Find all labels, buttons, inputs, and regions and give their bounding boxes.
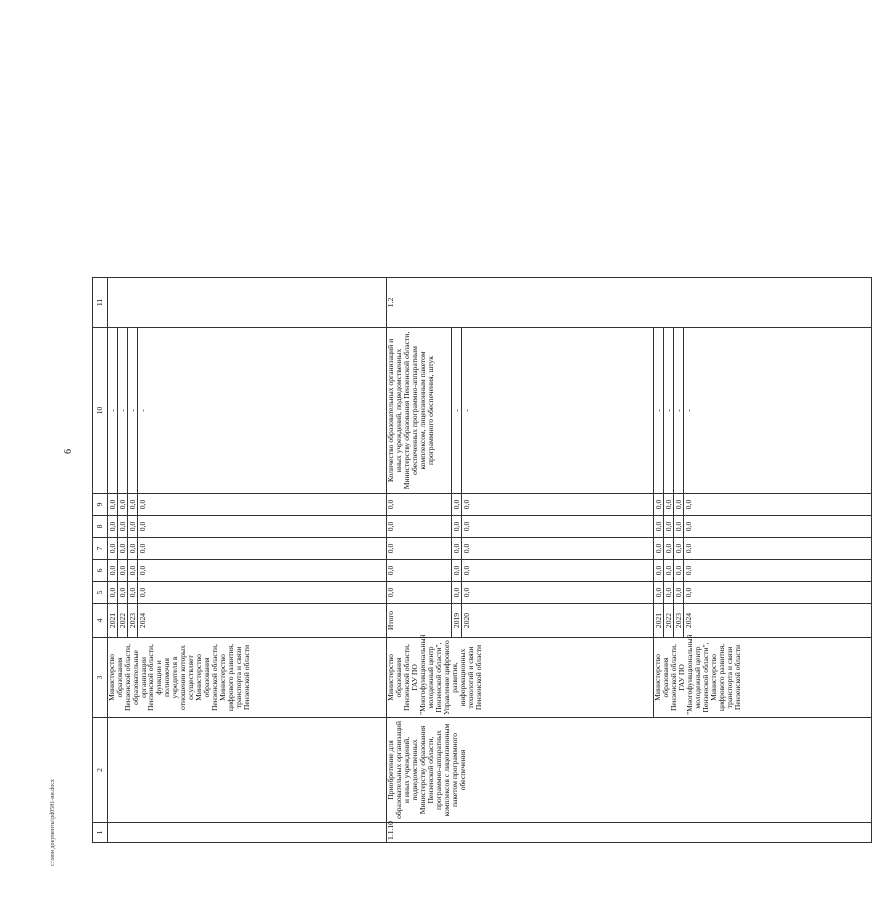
value: 0,0 xyxy=(654,538,664,559)
indicator-dash: - xyxy=(108,328,118,493)
value: 0,0 xyxy=(674,516,684,537)
program-table xyxy=(92,277,872,843)
table-row xyxy=(386,278,451,843)
value: 0,0 xyxy=(108,516,118,537)
value: 0,0 xyxy=(118,582,128,603)
value: 0,0 xyxy=(137,587,147,598)
col-header: 11 xyxy=(93,278,108,328)
value: 0,0 xyxy=(118,516,128,537)
agency-cell: Министерство образования Пензенской области, ГАУ ПО "Многофункциональный молодежный центр Пензенской области", Управление цифрового развития, информационных технологий и связи Пензенской области xyxy=(386,638,653,718)
total-label: Итого xyxy=(386,604,451,638)
value: 0,0 xyxy=(137,565,147,576)
year: 2023 xyxy=(128,604,138,637)
year: 2023 xyxy=(674,604,684,637)
page-number: 6 xyxy=(63,449,74,454)
value: 0,0 xyxy=(452,582,462,603)
value: 0,0 xyxy=(664,560,674,581)
indicator-dash: - xyxy=(674,328,684,493)
value: 0,0 xyxy=(683,565,693,576)
col-header: 4 xyxy=(93,604,108,638)
value: 0,0 xyxy=(137,521,147,532)
value: 0,0 xyxy=(128,516,138,537)
value: 0,0 xyxy=(664,516,674,537)
value: 0,0 xyxy=(654,516,664,537)
value: 0,0 xyxy=(128,538,138,559)
indicator-dash: - xyxy=(118,328,128,493)
value: 0,0 xyxy=(108,560,118,581)
indicator-dash: - xyxy=(452,328,462,493)
value: 0,0 xyxy=(452,560,462,581)
table-row xyxy=(107,278,386,843)
indicator-dash: - xyxy=(128,328,138,493)
value: 0,0 xyxy=(664,582,674,603)
value: 0,0 xyxy=(386,560,451,582)
value: 0,0 xyxy=(128,494,138,515)
indicator-dash: - xyxy=(664,328,674,493)
value: 0,0 xyxy=(108,538,118,559)
indicator-dash: - xyxy=(683,409,693,412)
value: 0,0 xyxy=(108,494,118,515)
value: 0,0 xyxy=(654,494,664,515)
col-header: 6 xyxy=(93,560,108,582)
indicator-text: Количество образовательных организаций и иных учреждений, подведомственных Министерству образования Пензенской области, обеспеченных программно-аппаратным комплексом, лицензионным пакетом программного обеспечения, штук xyxy=(386,328,451,494)
year: 2020 xyxy=(461,612,471,629)
value: 0,0 xyxy=(664,538,674,559)
col-header: 8 xyxy=(93,516,108,538)
value: 0,0 xyxy=(683,499,693,510)
year: 2019 xyxy=(452,604,462,637)
value: 0,0 xyxy=(654,560,664,581)
row-number: 1.1.10 xyxy=(386,823,871,843)
col-header: 10 xyxy=(93,328,108,494)
value: 0,0 xyxy=(674,494,684,515)
value: 0,0 xyxy=(654,582,664,603)
footer-path: c:\мои документы\pd0581-ии.docx xyxy=(50,779,56,866)
value: 0,0 xyxy=(137,499,147,510)
year: 2021 xyxy=(654,604,664,637)
agency-cell: Министерство образования Пензенской области, образовательные организации Пензенской области, функции и полномочия учредителя в отношении которых осуществляет Министерство образования Пензенской области, Министерство цифрового развития, транспорта и связи Пензенской области xyxy=(107,638,386,718)
col-header: 7 xyxy=(93,538,108,560)
value: 0,0 xyxy=(683,587,693,598)
value: 0,0 xyxy=(461,499,471,510)
value: 0,0 xyxy=(461,521,471,532)
value: 0,0 xyxy=(128,582,138,603)
value: 0,0 xyxy=(461,565,471,576)
indicator-dash: - xyxy=(654,328,664,493)
value: 0,0 xyxy=(674,560,684,581)
value: 0,0 xyxy=(683,521,693,532)
value: 0,0 xyxy=(674,582,684,603)
col-header: 3 xyxy=(93,638,108,718)
value: 0,0 xyxy=(683,543,693,554)
value: 0,0 xyxy=(452,516,462,537)
col-header: 1 xyxy=(93,823,108,843)
value: 0,0 xyxy=(108,582,118,603)
value: 0,0 xyxy=(664,494,674,515)
rotated-table-container xyxy=(92,278,872,843)
value: 0,0 xyxy=(386,494,451,516)
value: 0,0 xyxy=(452,494,462,515)
value: 0,0 xyxy=(118,538,128,559)
year: 2022 xyxy=(118,604,128,637)
value: 0,0 xyxy=(461,543,471,554)
value: 0,0 xyxy=(386,516,451,538)
col-header: 9 xyxy=(93,494,108,516)
year: 2024 xyxy=(137,612,147,629)
value: 0,0 xyxy=(386,538,451,560)
value: 0,0 xyxy=(137,543,147,554)
value: 0,0 xyxy=(118,560,128,581)
year: 2024 xyxy=(683,612,693,629)
value: 0,0 xyxy=(386,582,451,604)
agency-cell: Министерство образования Пензенской области, ГАУ ПО "Многофункциональный молодежный центр Пензенской области", Министерство цифрового развития, транспорта и связи Пензенской области xyxy=(653,638,871,718)
year: 2021 xyxy=(108,604,118,637)
col-header: 5 xyxy=(93,582,108,604)
indicator-dash: - xyxy=(461,409,471,412)
value: 0,0 xyxy=(461,587,471,598)
value: 0,0 xyxy=(452,538,462,559)
value: 0,0 xyxy=(128,560,138,581)
value: 0,0 xyxy=(674,538,684,559)
col11-value: 1.2 xyxy=(386,278,871,328)
indicator-dash: - xyxy=(137,409,147,412)
col-header: 2 xyxy=(93,718,108,823)
value: 0,0 xyxy=(118,494,128,515)
year: 2022 xyxy=(664,604,674,637)
header-row xyxy=(93,278,108,843)
event-name: Приобретение для образовательных организаций и иных учреждений, подведомственных Министерству образования Пензенской области, программно-аппаратных комплексов с лицензионным пакетом программного обеспечения xyxy=(386,718,871,823)
